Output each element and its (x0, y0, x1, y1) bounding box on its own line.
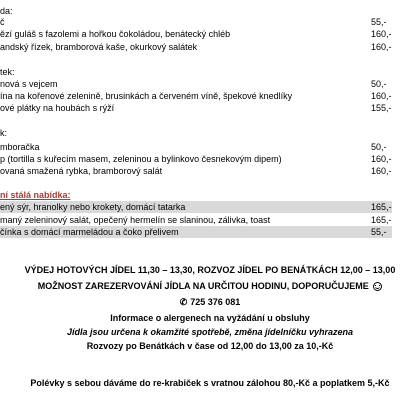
reservation-note (0, 281, 420, 291)
menu-price: 160,- (371, 154, 392, 164)
menu-price: 160,- (371, 166, 392, 176)
phone-number[interactable]: 725 376 081 (190, 297, 241, 307)
menu-item: nová s vejcem (0, 79, 58, 89)
reservation-text: MOŽNOST ZAREZERVOVÁNÍ JÍDLA NA URČITOU HODINU, DOPORUČUJEME (37, 281, 369, 291)
menu-price: 160,- (371, 29, 392, 39)
menu-price: 160,- (371, 91, 392, 101)
service-hours: VÝDEJ HOTOVÝCH JÍDEL 11,30 – 13,30, ROZVOZ JÍDEL PO BENÁTKÁCH 12,00 – 13,00 (24, 265, 396, 275)
menu-item: ený sýr, hranolky nebo krokety, domácí tatarka (0, 202, 186, 212)
menu-item: ové plátky na houbách s rýží (0, 103, 115, 113)
menu-item: p (tortilla s kuřecím masem, zeleninou a bylinkovo česnekovým dipem) (0, 154, 282, 164)
delivery-note: Rozvozy po Benátkách v čase od 12,00 do 13,00 za 10,-Kč (86, 341, 334, 351)
soup-container-note: Polévky s sebou dáváme do re-krabiček s vratnou zálohou 80,-Kč a poplatkem 5,-Kč (30, 378, 390, 388)
menu-item: ína na kořenové zelenině, brusinkách a červeném víně, špekové knedlíky (0, 91, 293, 101)
menu-price: 55,- (371, 17, 387, 27)
menu-price: 50,- (371, 79, 387, 89)
phone-line (0, 297, 420, 308)
menu-item: ovaná smažená rybka, bramborový salát (0, 166, 163, 176)
menu-price: 155,- (371, 103, 392, 113)
menu-item: maný zeleninový salát, opečený hermelín se slaninou, zálivka, toast (0, 215, 271, 225)
consumption-note: Jídla jsou určena k okamžité spotřebě, změna jídelníčku vyhrazena (66, 327, 354, 337)
menu-price: 160,- (371, 42, 392, 52)
menu-item: andský řízek, bramborová kaše, okurkový salátek (0, 42, 198, 52)
menu-item: mboračka (0, 142, 40, 152)
menu-price: 165,- (371, 202, 392, 212)
allergen-info: Informace o alergenech na vyžádání u obsluhy (110, 313, 310, 323)
menu-price: 50,- (371, 142, 387, 152)
menu-item: ězí guláš s fazolemi a hořkou čokoládou, benátecký chléb (0, 29, 231, 39)
menu-price: 55,- (371, 227, 387, 237)
menu-item: čínka s domácí marmeládou a čoko přelivem (0, 227, 179, 237)
smiley-icon (373, 282, 382, 291)
section-title-standing: ní stálá nabídka: (0, 190, 71, 200)
section-title-lunch: da: (0, 6, 13, 16)
menu-price: 165,- (371, 215, 392, 225)
phone-icon: ✆ (179, 297, 188, 307)
section-title-tuesday: tek: (0, 67, 15, 77)
section-title-wednesday: k: (0, 128, 8, 138)
menu-item: č (0, 17, 5, 27)
